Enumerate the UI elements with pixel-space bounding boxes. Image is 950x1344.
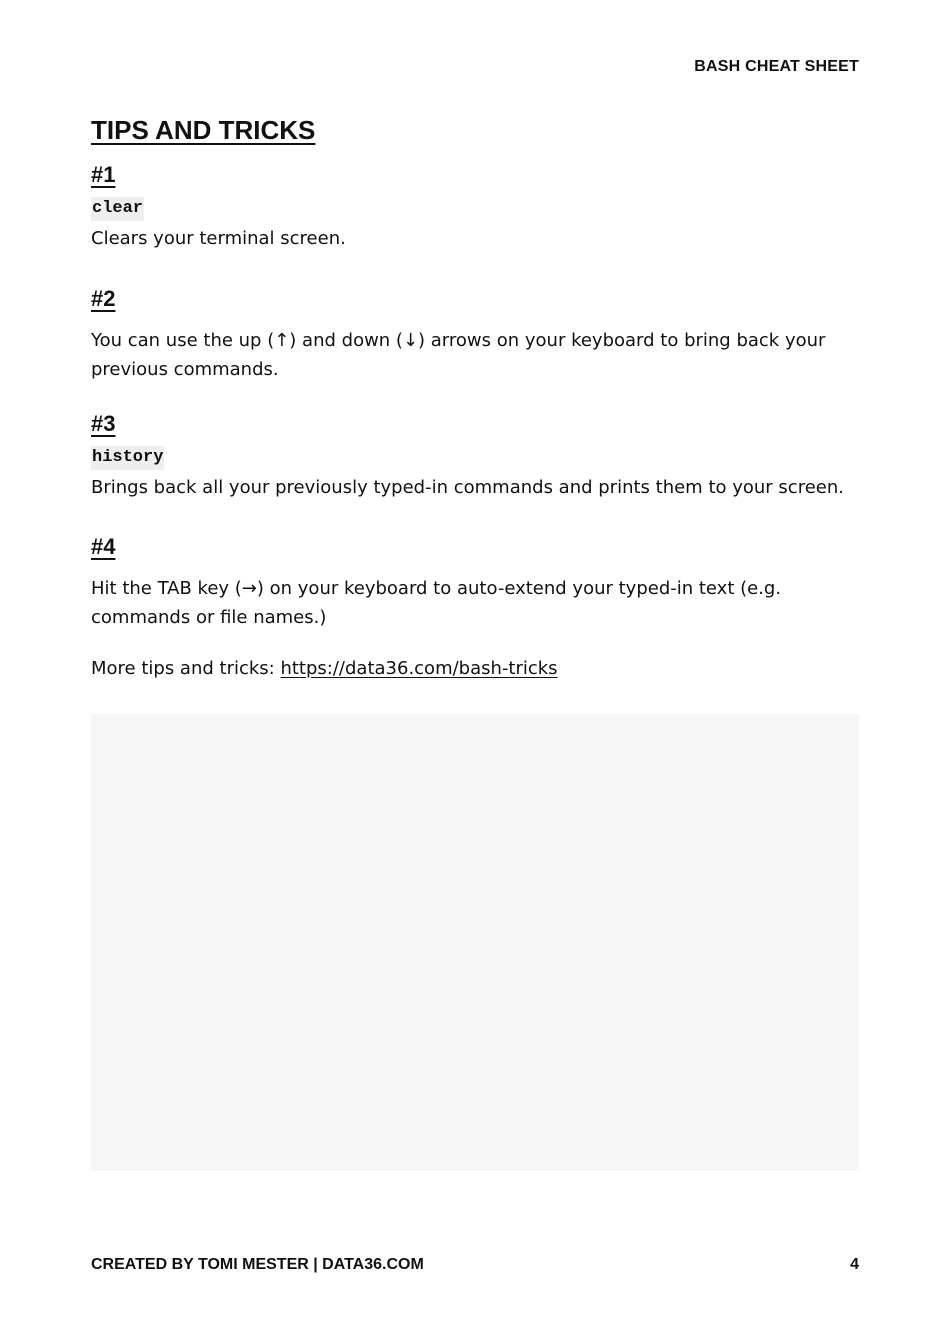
tip-description: You can use the up (↑) and down (↓) arrows on your keyboard to bring back your previous commands. <box>91 330 826 380</box>
more-tips-line <box>91 654 558 683</box>
footer-credit: CREATED BY TOMI MESTER | DATA36.COM <box>91 1256 424 1273</box>
tip-4 <box>91 532 859 632</box>
tip-1 <box>91 160 346 253</box>
tip-description: Clears your terminal screen. <box>91 228 346 249</box>
section-title: TIPS AND TRICKS <box>91 115 316 145</box>
blank-content-area <box>91 714 859 1171</box>
tip-command: clear <box>91 197 144 221</box>
tip-description: Hit the TAB key (→) on your keyboard to auto-extend your typed-in text (e.g. commands or file names.) <box>91 578 782 628</box>
bash-tricks-link[interactable]: https://data36.com/bash-tricks <box>280 658 558 679</box>
tip-number: #1 <box>91 162 116 187</box>
tip-number: #4 <box>91 534 116 559</box>
page-number: 4 <box>850 1256 859 1273</box>
tips-content <box>91 112 859 679</box>
tip-3 <box>91 409 881 502</box>
tip-description: Brings back all your previously typed-in commands and prints them to your screen. <box>91 477 844 498</box>
tip-command: history <box>91 446 164 470</box>
more-tips-label: More tips and tricks: <box>91 658 281 679</box>
tip-2 <box>91 284 859 384</box>
tip-number: #3 <box>91 411 116 436</box>
tip-number: #2 <box>91 286 116 311</box>
document-header-title: BASH CHEAT SHEET <box>694 58 859 75</box>
